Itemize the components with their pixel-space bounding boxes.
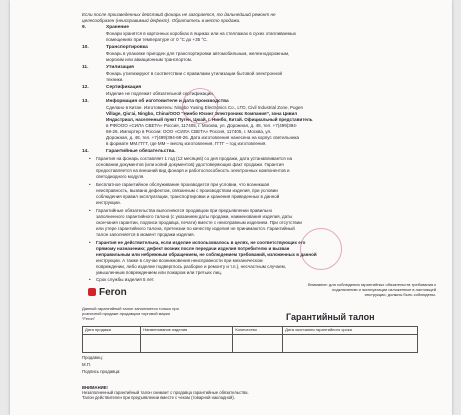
section-line: Фонарь утилизируют в соответствии с правилами утилизации бытовой электронной [106, 71, 282, 76]
bullet-dot-icon: • [89, 182, 91, 187]
table-row [83, 335, 418, 353]
section-title: Транспортировка [106, 45, 148, 50]
bullet-line: прямому назначению; дефект возник после передачи изделия потребителю и вызван [96, 246, 290, 251]
bullet-line: заполненного гарантийного талона (с указанием даты продажи, наименования изделия, даты [96, 214, 293, 219]
bullet-line: инструкции. [96, 200, 121, 205]
section-number: 11. [82, 65, 89, 70]
bullet-line: повреждении, либо изделие подверглось разборке и ремонту и т.п.), несчастным случаем, [96, 264, 286, 269]
bullet-line: талон заполняется в момент продажи изделия. [96, 232, 195, 237]
retail-note: Данный гарантийный талон заполняется только при розничной продаже продавцом торговой марки “Feron” [82, 306, 179, 321]
intro-line-2: целесообразен (неисправимый дефект). Обратитесь в место продажи. [82, 18, 241, 23]
brand-logo: Feron [88, 287, 127, 298]
table-cell[interactable] [83, 335, 141, 353]
section-number: 12. [82, 85, 89, 90]
section-title: Хранение [106, 25, 129, 30]
stamp-field: М.П. [82, 362, 92, 367]
footer-notice: ВНИМАНИЕ! Незаполненный гарантийный талон снимает с продавца гарантийные обязательства. Талон действителен при предъявлении вместе с чеком (товарной накладной). [82, 385, 249, 401]
guarantee-title: Гарантийный талон [286, 312, 375, 322]
bullet-line: светодиодного модуля. [96, 174, 145, 179]
bullet-line: основании документов (или копий документов) удостоверяющих факт продажи. Гарантия [96, 162, 284, 167]
bullet-line: предоставляется на внешний вид фонаря и работоспособность электронных компонентов и [96, 168, 290, 173]
table-cell[interactable] [141, 335, 233, 353]
table-cell[interactable] [283, 335, 418, 353]
section-line: Изделие не подлежит обязательной сертификации. [106, 91, 215, 96]
bullet-item: • Срок службы изделия 5 лет. [89, 277, 155, 282]
bullet-dot-icon: • [89, 240, 91, 245]
section-line: Village, Qiu'ai, Ningbo, China/ООО “Нинбо Юсинг Электроникс Компания”, зона Цивил [106, 111, 298, 116]
section-line: в РФ/ООО «СИЛА СВЕТА» Россия, 117405, г. Москва, ул. Дорожная, д. 48, тел. +7(499)394- [106, 123, 298, 128]
table-header-cell: Дата продажи [83, 327, 141, 335]
section-line: Дорожная, д. 48, тел. +7(499)394-69-26. Дата изготовления нанесена на корпус светильника [106, 135, 300, 140]
seal-stamp-icon [182, 88, 218, 124]
section-line: морским или авиационным транспортом. [106, 57, 193, 62]
section-title: Информация об изготовителе и дата производства [106, 99, 229, 104]
bullet-item: • Гарантия на фонарь составляет 1 год (12 месяцев) со дня продажи, дата устанавливается на [89, 156, 292, 161]
bullet-dot-icon: • [89, 277, 91, 282]
seller-signature-field[interactable]: Подпись продавца: [82, 369, 121, 374]
section-line: 69-26. Импортер в России: ООО «СИЛА СВЕТА» Россия, 117405, г. Москва, ул. [106, 129, 272, 134]
section-line: Индастриал, населенный пункт Пуген, Цюай, г. Нинбо, Китай. Официальный представитель [106, 117, 313, 122]
section-number: 10. [82, 45, 89, 50]
section-line: в формате ММ.ГГГГ, где ММ – месяц изготовления, ГГГГ – год изготовления. [106, 141, 267, 146]
bullet-dot-icon: • [89, 208, 91, 213]
bullet-line: умышленным повреждением или пожаром или третьих лиц. [96, 270, 222, 275]
section-number: 9. [82, 25, 87, 30]
section-title: Сертификация [106, 85, 142, 90]
table-header-cell: Количество [233, 327, 283, 335]
bullet-dot-icon: • [89, 156, 91, 161]
feron-logo-icon [88, 288, 96, 296]
guarantee-table [82, 326, 418, 353]
seller-field[interactable]: Продавец: [82, 355, 103, 360]
table-header-row [83, 327, 418, 335]
bullet-line: окончания гарантии, подписи продавца, печати) вместе с неисправным изделием. При отсутствии [96, 220, 302, 225]
table-cell[interactable] [233, 335, 283, 353]
intro-line-1: Если после произведенных действий фонарь не загорается, то дальнейший ремонт не [82, 12, 276, 17]
bullet-line: неисправность, вызвана дефектом, связанным с производством изделия, при условии [96, 188, 278, 193]
bullet-item: • Гарантия не действительна, если изделие использовалось в целях, не соответствующих его [89, 240, 306, 245]
warning-text: Внимание: для соблюдения гарантийных обязательств требования к подключению и эксплуатации изложенные в настоящей инструкции, должны быть соблюдены. [307, 282, 436, 297]
bullet-line: инструкции. А также в случае возникновения неисправности при механическом [96, 258, 263, 263]
bullet-line: или утере гарантийного талона, претензии по качеству изделия не принимаются. Гарантийный [96, 226, 295, 231]
section-line: техники. [106, 77, 124, 82]
section-line: Фонари хранятся в картонных коробках в ящиках или на стеллажах в сухих отапливаемых [106, 31, 297, 36]
bullet-line: соблюдения правил эксплуатации, транспортировки и хранения приведенных в данной [96, 194, 280, 199]
section-title: Утилизация [106, 65, 134, 70]
seal-stamp-icon [300, 228, 342, 270]
section-title: Гарантийные обязательства. [106, 149, 176, 154]
section-line: Сделано в Китае. Изготовитель: Ningbo Yusing Electronics Co., LTD, Civil Industrial Zone, Pugen [106, 105, 304, 110]
table-header-cell: Наименование изделия [141, 327, 233, 335]
section-line: Фонарь в упаковке пригоден для транспортировки автомобильным, железнодорожным, [106, 51, 290, 56]
bullet-line: неправильным или небрежным обращением, не соблюдением требований, изложенных в данной [96, 252, 317, 257]
section-number: 14. [82, 149, 89, 154]
table-header-cell: Дата окончания гарантийного срока [283, 327, 418, 335]
bullet-item: • Гарантийные обязательства выполняются продавцом при предъявлении правильно [89, 208, 273, 213]
document-page [10, 0, 452, 415]
section-line: помещениях при температуре от 0 °С до +35 °С. [106, 37, 208, 42]
section-number: 13. [82, 99, 89, 104]
bullet-item: • Бесплатное гарантийное обслуживание производится при условии, что возникшая [89, 182, 270, 187]
